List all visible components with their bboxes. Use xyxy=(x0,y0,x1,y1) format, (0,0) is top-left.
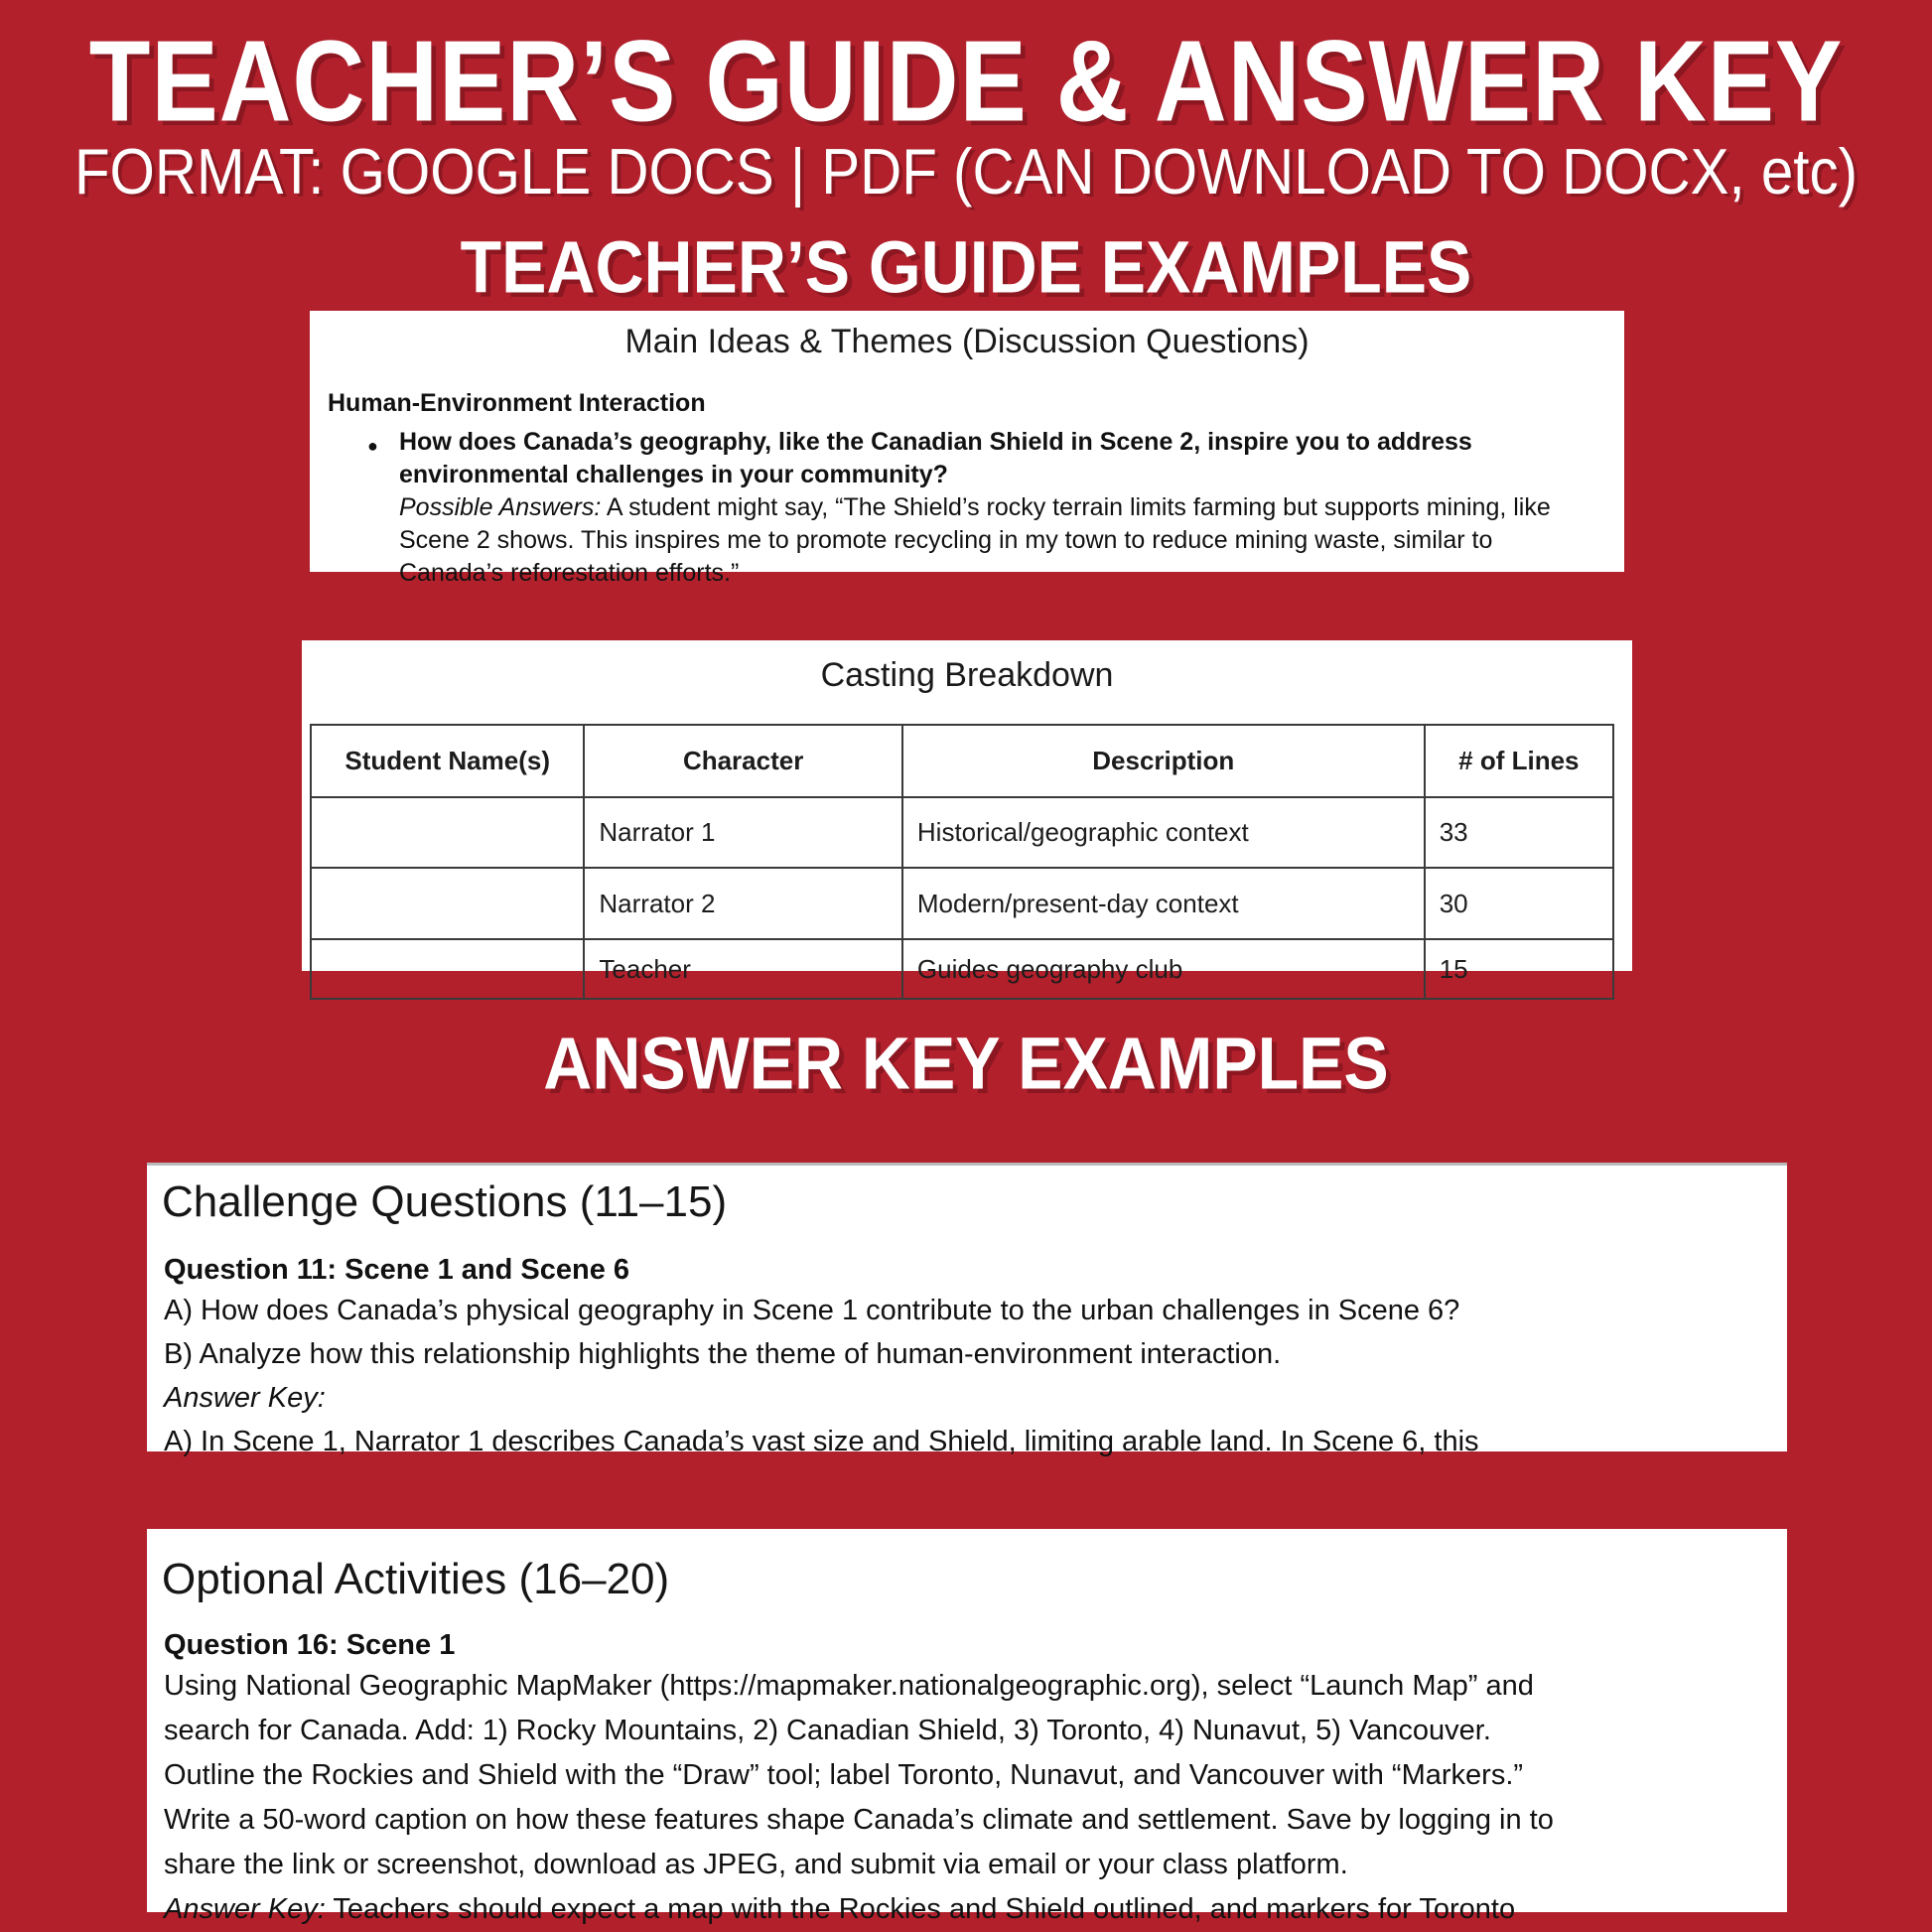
text-line xyxy=(164,1887,1767,1932)
table-row xyxy=(311,868,1613,939)
text-line: share the link or screenshot, download as JPEG, and submit via email or your class platform. xyxy=(164,1849,1348,1880)
text-line: search for Canada. Add: 1) Rocky Mountains, 2) Canadian Shield, 3) Toronto, 4) Nunavut, 5) Vancouver. xyxy=(164,1715,1491,1746)
text-line: B) Analyze how this relationship highlights the theme of human-environment interaction. xyxy=(164,1338,1282,1370)
casting-table xyxy=(310,724,1614,1000)
answer-text: A student might say, “The Shield’s rocky terrain limits farming but supports mining, like xyxy=(606,493,1551,521)
page-title: TEACHER’S GUIDE & ANSWER KEY xyxy=(88,17,1844,147)
text-line: Outline the Rockies and Shield with the “Draw” tool; label Toronto, Nunavut, and Vancouver with “Markers.” xyxy=(164,1759,1524,1791)
text-line: Canada’s reforestation efforts.” xyxy=(399,559,740,587)
section-heading-answer-key: ANSWER KEY EXAMPLES xyxy=(543,1022,1389,1105)
answer-text: Teachers should expect a map with the Rockies and Shield outlined, and markers for Toronto xyxy=(333,1893,1516,1925)
table-cell: Guides geography club xyxy=(902,939,1425,999)
table-cell xyxy=(311,939,584,999)
section-heading-teachers-guide: TEACHER’S GUIDE EXAMPLES xyxy=(460,225,1472,309)
challenge-questions-card xyxy=(147,1163,1787,1457)
bullet-icon: ● xyxy=(367,436,378,456)
table-cell: 30 xyxy=(1425,868,1613,939)
text-line: A) How does Canada’s physical geography in Scene 1 contribute to the urban challenges in Scene 6? xyxy=(164,1295,1460,1326)
topic-heading: Human-Environment Interaction xyxy=(328,389,706,417)
optional-body xyxy=(164,1664,1767,1932)
challenge-body xyxy=(164,1289,1767,1463)
main-ideas-title: Main Ideas & Themes (Discussion Questions) xyxy=(624,323,1310,360)
table-cell: Narrator 1 xyxy=(584,797,901,868)
main-ideas-card xyxy=(310,311,1624,587)
column-header: Student Name(s) xyxy=(311,725,584,797)
table-cell: Historical/geographic context xyxy=(902,797,1425,868)
table-cell: Narrator 2 xyxy=(584,868,901,939)
column-header: Description xyxy=(902,725,1425,797)
question-heading: Question 11: Scene 1 and Scene 6 xyxy=(164,1254,630,1286)
text-line: Using National Geographic MapMaker (https://mapmaker.nationalgeographic.org), select “Launch Map” and xyxy=(164,1670,1534,1702)
answer-key-label: Answer Key: xyxy=(164,1893,326,1925)
text-line: A) In Scene 1, Narrator 1 describes Canada’s vast size and Shield, limiting arable land. In Scene 6, this xyxy=(164,1426,1479,1457)
text-line: Scene 2 shows. This inspires me to promote recycling in my town to reduce mining waste, similar to xyxy=(399,526,1493,554)
question-heading: Question 16: Scene 1 xyxy=(164,1629,456,1661)
text-line: environmental challenges in your community? xyxy=(399,461,948,488)
table-cell: 15 xyxy=(1425,939,1613,999)
text-line: Write a 50-word caption on how these features shape Canada’s climate and settlement. Save by logging in to xyxy=(164,1804,1554,1836)
table-row xyxy=(311,797,1613,868)
column-header: Character xyxy=(584,725,901,797)
table-cell xyxy=(311,797,584,868)
answer-key-label: Answer Key: xyxy=(164,1382,326,1414)
text-line: How does Canada’s geography, like the Canadian Shield in Scene 2, inspire you to address xyxy=(399,428,1472,456)
casting-title: Casting Breakdown xyxy=(820,656,1114,694)
table-cell xyxy=(311,868,584,939)
possible-answers-label: Possible Answers: xyxy=(399,493,602,521)
optional-activities-card xyxy=(147,1529,1787,1925)
table-cell: 33 xyxy=(1425,797,1613,868)
table-cell: Modern/present-day context xyxy=(902,868,1425,939)
format-subtitle: FORMAT: GOOGLE DOCS | PDF (CAN DOWNLOAD TO DOCX, etc) xyxy=(73,136,1859,208)
optional-title: Optional Activities (16–20) xyxy=(162,1555,670,1603)
table-row xyxy=(311,939,1613,999)
discussion-bullet xyxy=(310,426,1624,590)
challenge-title: Challenge Questions (11–15) xyxy=(162,1177,728,1226)
table-cell: Teacher xyxy=(584,939,901,999)
column-header: # of Lines xyxy=(1425,725,1613,797)
table-header-row xyxy=(311,725,1613,797)
casting-breakdown-card xyxy=(302,640,1632,984)
text-line xyxy=(399,491,1594,524)
